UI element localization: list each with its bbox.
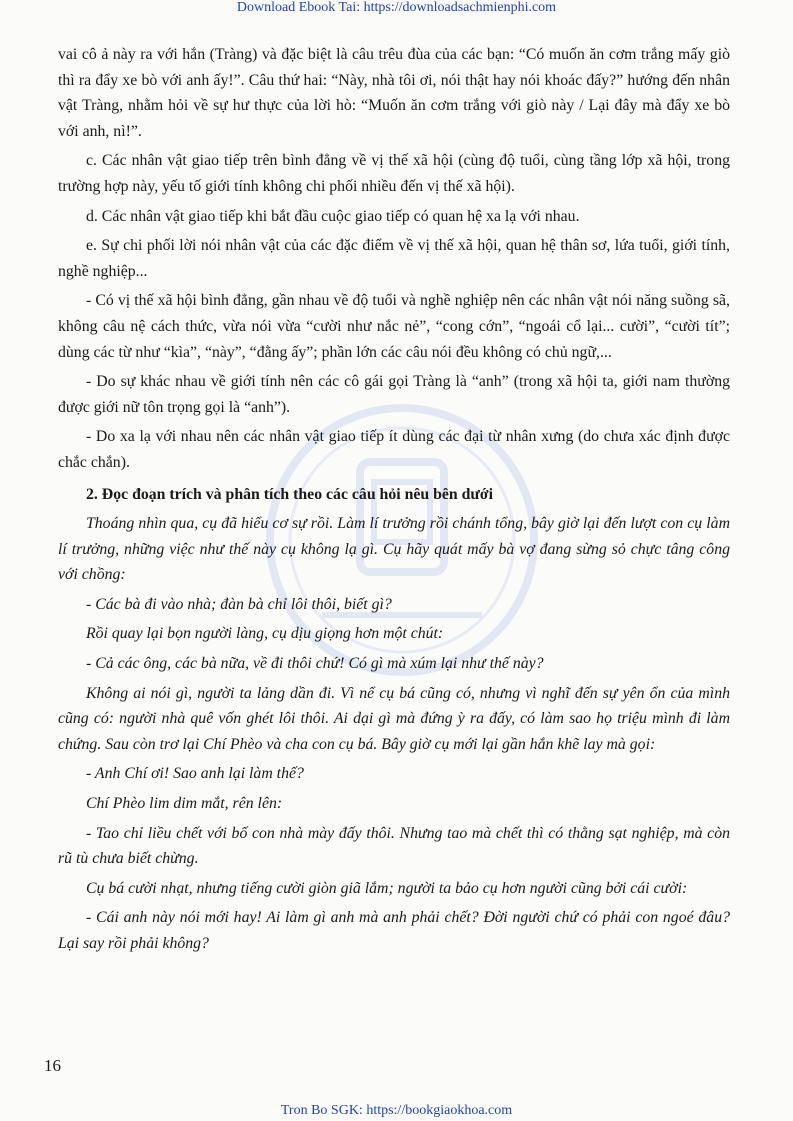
paragraph-e: e. Sự chi phối lời nói nhân vật của các đặc điểm về vị thế xã hội, quan hệ thân sơ, lứa tuổi, giới tính, nghề nghiệp...: [58, 237, 730, 280]
excerpt-paragraph: Thoáng nhìn qua, cụ đã hiểu cơ sự rồi. Làm lí trưởng rồi chánh tổng, bây giờ lại đến lượt con cụ làm lí trưởng, những việc như thế này cụ không lạ gì. Cụ hãy quát mấy bà vợ đang sừng sỏ chực tâng công với chồng:: [58, 515, 730, 584]
page-number: 16: [44, 1056, 61, 1075]
excerpt-dialogue: - Cái anh này nói mới hay! Ai làm gì anh mà anh phải chết? Đời người chứ có phải con ngoé đâu? Lại say rồi phải không?: [58, 909, 730, 952]
section-heading: 2. Đọc đoạn trích và phân tích theo các câu hỏi nêu bên dưới: [86, 485, 494, 503]
excerpt-paragraph: Chí Phèo lim dim mắt, rên lên:: [86, 795, 283, 813]
excerpt-dialogue: - Anh Chí ơi! Sao anh lại làm thế?: [86, 765, 304, 783]
excerpt-dialogue: - Các bà đi vào nhà; đàn bà chỉ lôi thôi, biết gì?: [86, 595, 392, 613]
excerpt-paragraph: Rồi quay lại bọn người làng, cụ dịu giọng hơn một chút:: [86, 625, 444, 643]
header-download-link[interactable]: Download Ebook Tai: https://downloadsachmienphi.com: [236, 0, 557, 15]
paragraph-d: d. Các nhân vật giao tiếp khi bắt đầu cuộc giao tiếp có quan hệ xa lạ với nhau.: [86, 207, 580, 225]
paragraph-e-point-3: - Do xa lạ với nhau nên các nhân vật giao tiếp ít dùng các đại từ nhân xưng (do chưa xác định được chắc chắn).: [58, 428, 730, 471]
paragraph-e-point-2: - Do sự khác nhau về giới tính nên các cô gái gọi Tràng là “anh” (trong xã hội ta, giới nam thường được giới nữ tôn trọng gọi là “anh”).: [58, 373, 730, 416]
excerpt-paragraph: Cụ bá cười nhạt, nhưng tiếng cười giòn giã lắm; người ta bảo cụ hơn người cũng bởi cái cười:: [86, 879, 688, 897]
excerpt-dialogue: - Tao chỉ liều chết với bố con nhà mày đấy thôi. Nhưng tao mà chết thì có thằng sạt nghiệp, mà còn rũ tù chưa biết chừng.: [58, 824, 730, 868]
paragraph-e-point-1: - Có vị thế xã hội bình đẳng, gần nhau về độ tuổi và nghề nghiệp nên các nhân vật nói năng suồng sã, không câu nệ cách thức, vừa nói vừa “cười như nắc nẻ”, “cong cớn”, “ngoái cổ lại... cười”, “cười tít”; dùng các từ như “kìa”, “này”, “đằng ấy”; phần lớn các câu nói đều không có chủ ngữ,...: [58, 292, 730, 361]
excerpt-paragraph: Không ai nói gì, người ta lảng dần đi. Vì nể cụ bá cũng có, nhưng vì nghĩ đến sự yên ổn của mình cũng có: người nhà quê vốn ghét lôi thôi. Ai dại gì mà đứng ỳ ra đấy, có làm sao họ triệu mình đi làm chứng. Sau còn trơ lại Chí Phèo và cha con cụ bá. Bây giờ cụ mới lại gần hắn khẽ lay mà gọi:: [58, 684, 730, 753]
footer-sgk-link[interactable]: Tron Bo SGK: https://bookgiaokhoa.com: [280, 1103, 513, 1118]
paragraph-c: c. Các nhân vật giao tiếp trên bình đẳng về vị thế xã hội (cùng độ tuổi, cùng tầng lớp xã hội, trong trường hợp này, yếu tố giới tính không chi phối nhiều đến vị thế xã hội).: [58, 152, 730, 195]
excerpt-dialogue: - Cả các ông, các bà nữa, về đi thôi chứ! Có gì mà xúm lại như thế này?: [86, 655, 544, 673]
document-body: [58, 42, 730, 961]
paragraph-continuation: vai cô ả này ra với hắn (Tràng) và đặc biệt là câu trêu đùa của các bạn: “Có muốn ăn cơm trắng mấy giò thì ra đẩy xe bò với anh ấy!”. Câu thứ hai: “Này, nhà tôi ơi, nói thật hay nói khoác đấy?” hướng đến nhân vật Tràng, nhằm hỏi về sự hư thực của lời hò: “Muốn ăn cơm trắng với giò này / Lại đây mà đẩy xe bò với anh, nì!”.: [58, 46, 730, 140]
